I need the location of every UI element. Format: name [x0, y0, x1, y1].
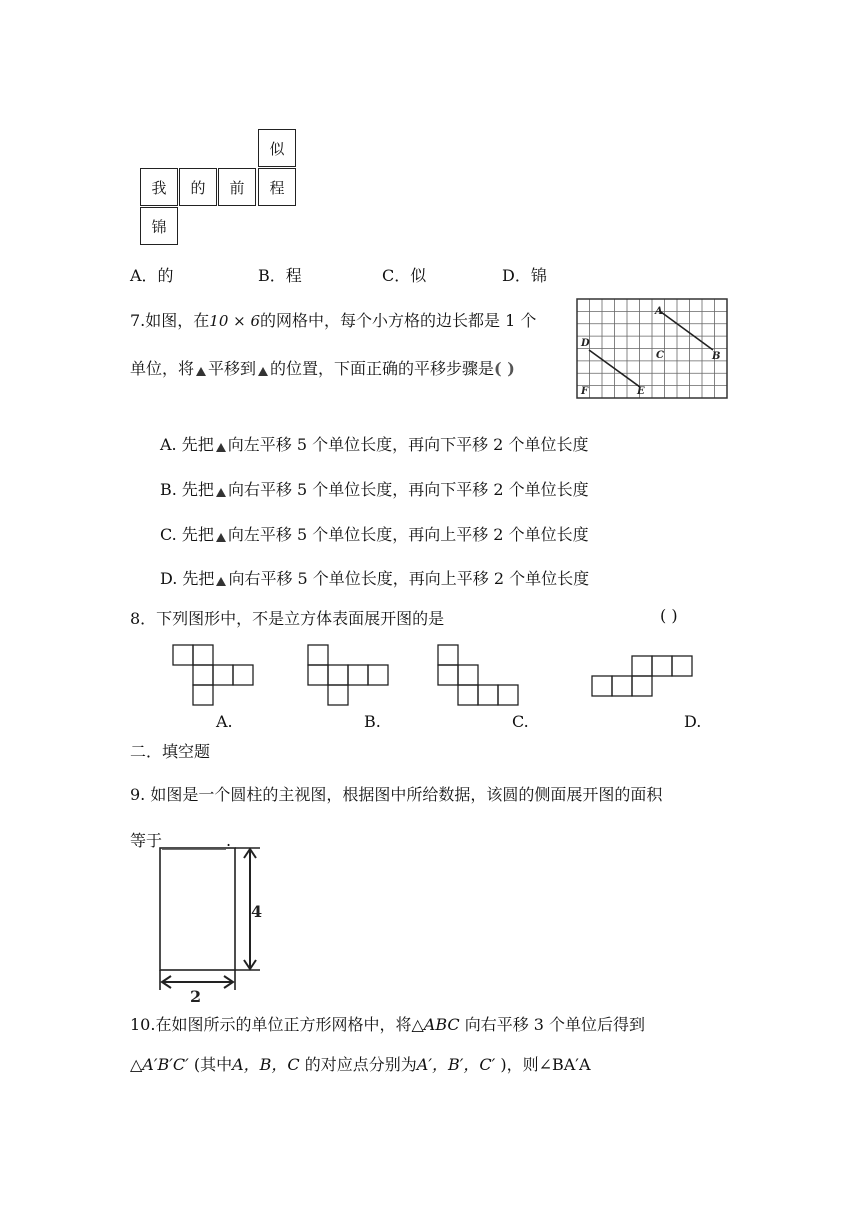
triangle-icon — [216, 533, 226, 542]
q8-label-d: D. — [684, 712, 702, 731]
point-label: E — [637, 386, 645, 397]
q10-line1: 10.在如图所示的单位正方形网格中，将△ABC 向右平移 3 个单位后得到 — [130, 1015, 646, 1034]
q8-label-b: B. — [364, 712, 381, 731]
q6-option-b: B．程 — [258, 266, 302, 285]
net-cell: 锦 — [140, 207, 178, 245]
net-option-d — [592, 656, 692, 696]
net-cell: 我 — [140, 168, 178, 206]
q6-option-d: D．锦 — [502, 266, 547, 285]
net-option-c — [438, 645, 518, 705]
net-cell: 似 — [258, 129, 296, 167]
section-title: 二．填空题 — [130, 742, 211, 761]
point-label: B — [712, 351, 721, 362]
triangle-icon — [216, 577, 226, 586]
point-label: C — [656, 350, 664, 361]
point-label: D — [581, 338, 590, 349]
triangle-icon — [258, 367, 268, 376]
triangle-icon — [216, 443, 226, 452]
q8-label-a: A. — [216, 712, 233, 731]
q7-grid-figure — [576, 298, 728, 400]
width-label: 2 — [190, 987, 202, 1006]
cylinder-front-view — [150, 840, 280, 1010]
q7-option-a: A. 先把 向左平移 5 个单位长度，再向下平移 2 个单位长度 — [160, 435, 589, 454]
q8-paren: ( ) — [660, 606, 678, 625]
q6-option-a: A．的 — [130, 266, 174, 285]
q8-label-c: C. — [512, 712, 529, 731]
q7-option-c: C. 先把 向左平移 5 个单位长度，再向上平移 2 个单位长度 — [160, 525, 589, 544]
q10-line2: △A′B′C′ (其中A，B，C 的对应点分别为A′，B′，C′ )，则∠BA′A — [130, 1055, 591, 1074]
point-label: F — [581, 386, 589, 397]
height-label: 4 — [251, 902, 263, 921]
q7-option-d: D. 先把 向右平移 5 个单位长度，再向上平移 2 个单位长度 — [160, 569, 590, 588]
q8-text: 8．下列图形中，不是立方体表面展开图的是 — [130, 609, 445, 628]
q9-line1: 9. 如图是一个圆柱的主视图，根据图中所给数据，该圆的侧面展开图的面积 — [130, 785, 663, 804]
point-label: A — [655, 306, 663, 317]
q9-line2: 等于________. — [130, 831, 232, 850]
net-cell: 前 — [218, 168, 256, 206]
q7-line2: 单位，将 平移到 的位置，下面正确的平移步骤是( ) — [130, 359, 515, 378]
grid-expression: 10 × 6 — [209, 312, 261, 330]
net-cell: 的 — [179, 168, 217, 206]
triangle-icon — [196, 367, 206, 376]
q7-option-b: B. 先把 向右平移 5 个单位长度，再向下平移 2 个单位长度 — [160, 480, 589, 499]
q6-option-c: C．似 — [382, 266, 427, 285]
net-option-a — [173, 645, 253, 705]
segment-ab — [661, 312, 713, 350]
q8-nets — [160, 640, 720, 710]
net-option-b — [308, 645, 388, 705]
net-cell: 程 — [258, 168, 296, 206]
q7-line1: 7.如图，在10 × 6的网格中，每个小方格的边长都是 1 个 — [130, 311, 537, 330]
triangle-icon — [216, 488, 226, 497]
